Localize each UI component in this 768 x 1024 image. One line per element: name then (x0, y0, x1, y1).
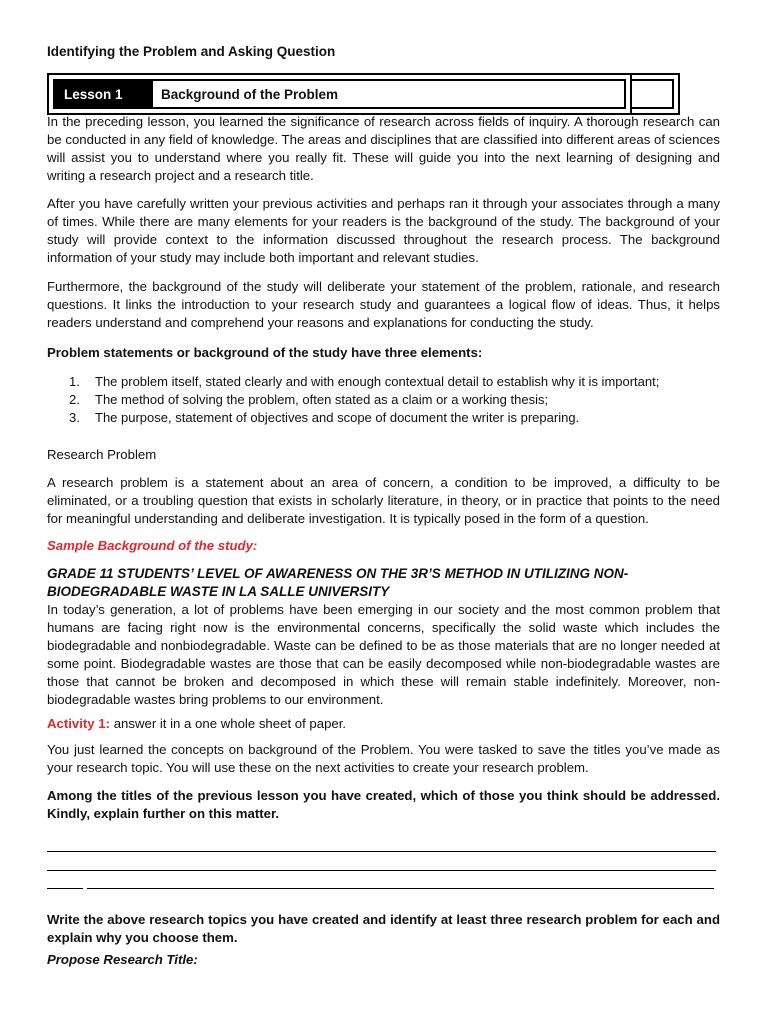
sample-text: In today’s generation, a lot of problems have been emerging in our society and the most common problem that humans are facing right now is the environmental concerns, specifically the solid waste which includes the biodegradable and nonbiodegradable. Waste can be defined to be as those materials that are no longer needed at some point. Biodegradable wastes are those that can be easily decomposed while non-biodegradable wastes are those that cannot be broken and decomposed in which these will remain stable indefinitely. Moreover, non-biodegradable wastes bring problems to our environment. (47, 602, 720, 707)
answer-line-3a[interactable] (47, 888, 83, 889)
answer-line-2[interactable] (47, 870, 716, 871)
activity-question: Among the titles of the previous lesson you have created, which of those you think should be addressed. Kindly, explain further on this matter. (47, 788, 720, 821)
activity-label: Activity 1: (47, 716, 111, 731)
answer-line-1[interactable] (47, 851, 716, 852)
list-item: 2. The method of solving the problem, often stated as a claim or a working thesis; (69, 392, 549, 407)
list-item: 3. The purpose, statement of objectives and scope of document the writer is preparing. (69, 410, 580, 425)
activity-line (47, 716, 720, 731)
activity-text: You just learned the concepts on background of the Problem. You were tasked to save the titles you’ve made as your research topic. You will use these on the next activities to create your research problem. (47, 742, 720, 775)
sample-label: Sample Background of the study: (47, 538, 258, 553)
topic-heading: Identifying the Problem and Asking Question (47, 44, 336, 59)
answer-line-3b[interactable] (87, 888, 714, 889)
intro-paragraph-3: Furthermore, the background of the study will deliberate your statement of the problem, rationale, and research questions. It links the introduction to your research study and guarantees a logical flow of ideas. Thus, it helps readers understand and comprehend your reasons and explanations for conducting the study. (47, 279, 720, 330)
research-problem-text: A research problem is a statement about an area of concern, a condition to be improved, a difficulty to be eliminated, or a troubling question that exists in scholarly literature, in theory, or in practice that points to the need for meaningful understanding and deliberate investigation. It is typically posed in the form of a question. (47, 475, 720, 526)
intro-paragraph-1: In the preceding lesson, you learned the significance of research across fields of inquiry. A thorough research can be conducted in any field of knowledge. The areas and disciplines that are classified into different areas of sciences will assist you to understand where you really fit. These will guide you into the next learning of designing and writing a research project and a research title. (47, 114, 720, 183)
intro-paragraph-2: After you have carefully written your previous activities and perhaps ran it through your associates through a many of times. While there are many elements for your readers is the background of the study. The background of your study will provide context to the information discussed throughout the research process. The background information of your study may include both important and relevant studies. (47, 196, 720, 265)
research-problem-heading: Research Problem (47, 447, 157, 462)
activity-instruction: answer it in a one whole sheet of paper. (110, 716, 347, 731)
elements-heading: Problem statements or background of the study have three elements: (47, 345, 483, 360)
elements-list (47, 373, 720, 427)
lesson-banner-tail (632, 73, 680, 115)
lesson-banner (47, 73, 632, 115)
activity-task: Write the above research topics you have created and identify at least three research problem for each and explain why you choose them. (47, 912, 720, 945)
lesson-title: Background of the Problem (151, 81, 624, 107)
propose-title-label: Propose Research Title: (47, 952, 198, 967)
list-item: 1. The problem itself, stated clearly and with enough contextual detail to establish why it is important; (69, 374, 660, 389)
lesson-number: Lesson 1 (55, 81, 151, 107)
sample-title: GRADE 11 STUDENTS’ LEVEL OF AWARENESS ON THE 3R’S METHOD IN UTILIZING NON-BIODEGRADABLE WASTE IN LA SALLE UNIVERSITY (47, 566, 629, 599)
